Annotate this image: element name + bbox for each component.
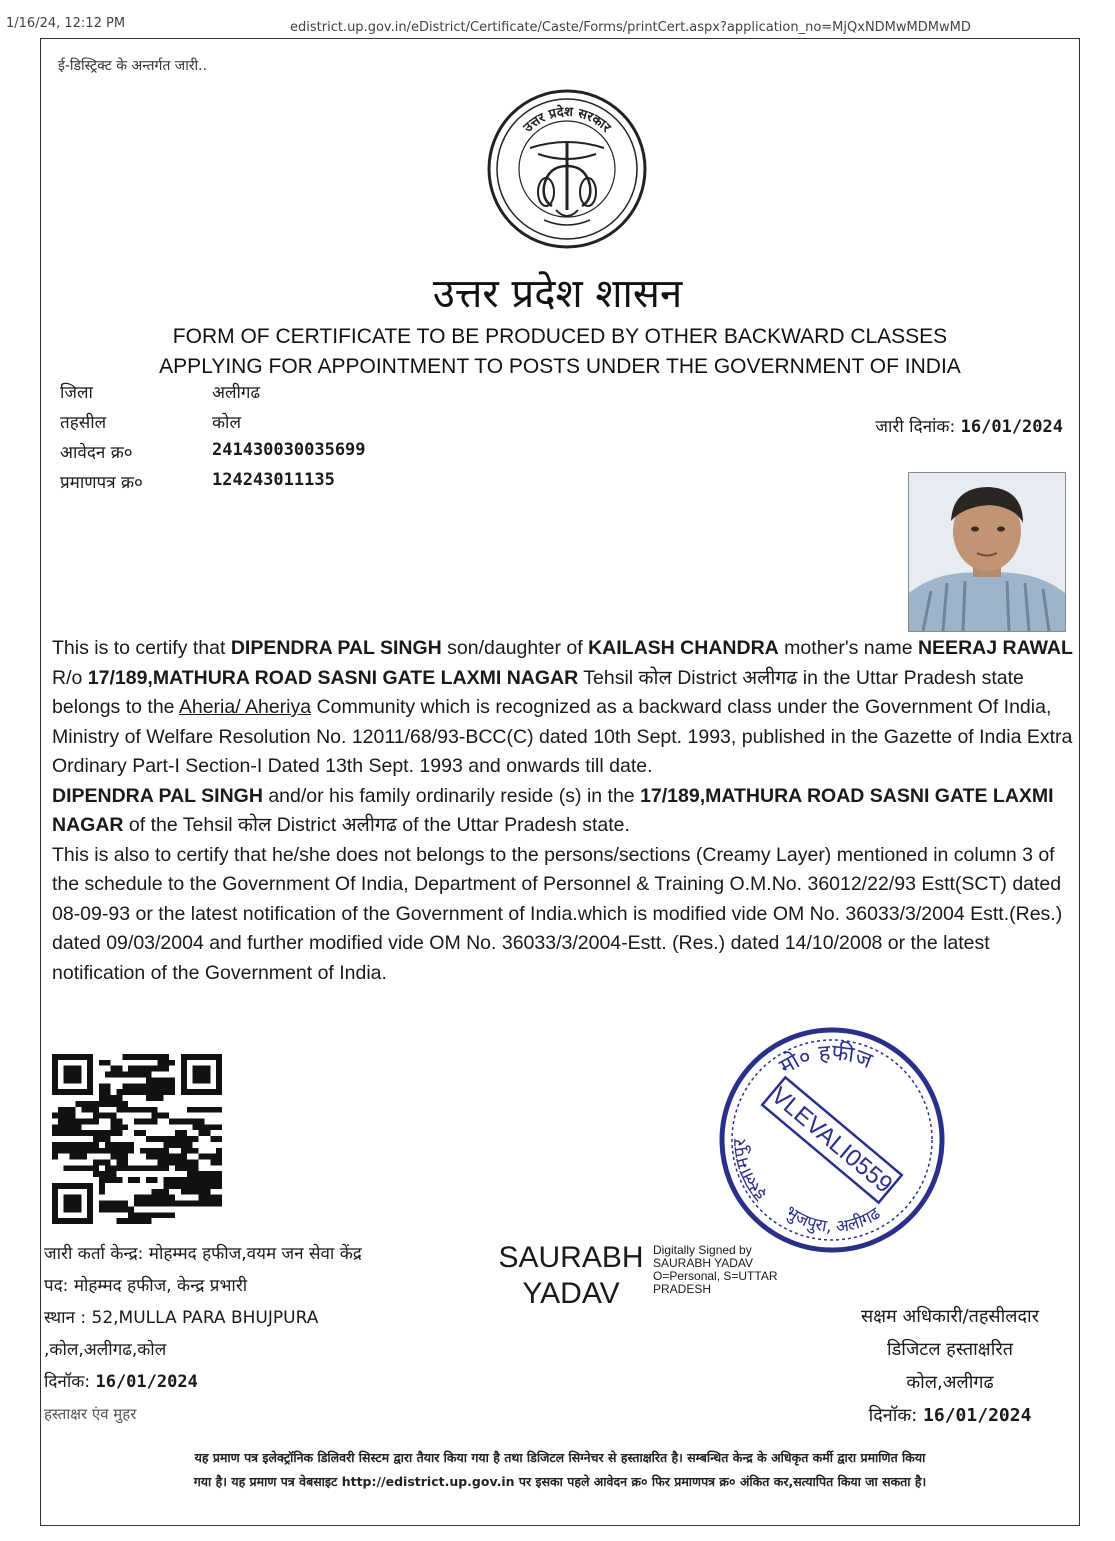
applicant-name: DIPENDRA PAL SINGH [230, 637, 442, 659]
footer-line2: गया है। यह प्रमाण पत्र वेबसाइट http://edistrict.up.gov.in पर इसका पहले आवेदन क्र० फिर प्रमाणपत्र क्र० अंकित कर,सत्यापित किया जा सकता है। [193, 1474, 927, 1489]
issuer-date-label: दिनॉक: [44, 1372, 96, 1392]
digital-signer-name [486, 1240, 656, 1312]
issuer-post: पद: मोहम्मद हफीज, केन्द्र प्रभारी [44, 1276, 248, 1296]
form-title-line1: FORM OF CERTIFICATE TO BE PRODUCED BY OTHER BACKWARD CLASSES [172, 325, 948, 348]
stamp-bottom-text: भुजपुरा, अलीगढ [781, 1202, 885, 1238]
applicant-name: DIPENDRA PAL SINGH [52, 784, 263, 807]
issue-date [875, 414, 1063, 437]
print-datetime: 1/16/24, 12:12 PM [6, 16, 126, 31]
tehsil-name: कोल [238, 814, 272, 836]
district-name: अलीगढ [341, 814, 397, 836]
body-text-segment: in the Uttar Pradesh state belongs to the [52, 666, 1024, 718]
browser-print-header [0, 10, 1115, 35]
issuer-date-value: 16/01/2024 [95, 1372, 198, 1392]
issue-date-value: 16/01/2024 [960, 417, 1063, 437]
body-text-segment: Tehsil [578, 666, 639, 689]
issuer-place-line2: ,कोल,अलीगढ,कोल [44, 1340, 167, 1360]
tehsil-name: कोल [638, 666, 672, 689]
body-text-segment: of the Uttar Pradesh state. [396, 814, 630, 836]
body-text-segment: Community which is recognized as a backward class under the Government Of India, Ministry of Welfare Resolution No. 12011/68/93-BCC(C) dated 10th Sept. 1993, published in the Gazette of India Extra Ordinary Part-I Section-I Dated 13th Sept. 1993 and onwards till date. [52, 696, 1073, 777]
father-name: KAILASH CHANDRA [588, 637, 779, 659]
up-government-emblem-icon [486, 88, 648, 250]
certificate-body [52, 634, 1074, 988]
authority-place: कोल,अलीगढ [906, 1372, 994, 1393]
authority-digital-signed: डिजिटल हस्ताक्षरित [887, 1339, 1013, 1360]
signature-note-line: Digitally Signed by [653, 1243, 752, 1257]
print-url: edistrict.up.gov.in/eDistrict/Certificate/Caste/Forms/printCert.aspx?application_no=MjQxNDMwMDMwMD [290, 20, 971, 35]
government-title: उत्तर प्रदेश शासन [432, 271, 683, 317]
issuer-place: स्थान : 52,MULLA PARA BHUJPURA [44, 1308, 319, 1328]
issuer-date [44, 1366, 362, 1398]
competent-authority-block [800, 1300, 1100, 1432]
body-text-segment: R/o [52, 666, 88, 689]
application-label: आवेदन क्र० [60, 443, 133, 463]
residence-address: 17/189,MATHURA ROAD SASNI GATE LAXMI NAGAR [52, 784, 1054, 836]
form-title [60, 322, 1060, 382]
body-text-segment: son/daughter of [441, 637, 589, 659]
body-text-segment: and/or his family ordinarily reside (s) in the [262, 784, 641, 807]
verification-footer-note [52, 1446, 1068, 1494]
body-text-segment: of the Tehsil [123, 814, 239, 836]
district-name: अलीगढ [742, 666, 798, 689]
stamp-left-text: इस्लामपुर [729, 1138, 771, 1205]
verification-qr-code [52, 1054, 222, 1224]
certificate-label: प्रमाणपत्र क्र० [60, 473, 143, 493]
issue-date-label: जारी दिनांक: [875, 417, 956, 437]
tehsil-value: कोल [212, 413, 241, 433]
residence-paragraph [52, 782, 1074, 841]
authority-date-value: 16/01/2024 [923, 1405, 1032, 1426]
sign-and-seal-label: हस्ताक्षर एंव मुहर [44, 1405, 137, 1423]
certificate-number: 124243011135 [212, 470, 335, 490]
signature-note-line: PRADESH [653, 1282, 712, 1296]
signature-note-line: SAURABH YADAV [653, 1256, 754, 1270]
signature-note-line: O=Personal, S=UTTAR [653, 1269, 778, 1283]
body-text-segment: District [671, 666, 743, 689]
applicant-photo [908, 472, 1066, 632]
tehsil-label: तहसील [60, 413, 107, 433]
authority-date-label: दिनॉक: [868, 1405, 924, 1426]
emblem-arc-text: उत्तर प्रदेश सरकार [520, 104, 614, 136]
signer-first-name: SAURABH [498, 1241, 644, 1274]
issuing-centre: जारी कर्ता केन्द्र: मोहम्मद हफीज,वयम जन सेवा केंद्र [44, 1244, 362, 1264]
stamp-code: VLEVALI0559 [765, 1082, 898, 1199]
issued-under-label: ई-डिस्ट्रिक्ट के अन्तर्गत जारी.. [58, 58, 208, 74]
creamy-layer-paragraph: This is also to certify that he/she does not belongs to the persons/sections (Creamy Layer) mentioned in column 3 of the schedule to the Government Of India, Department of Personnel & Training O.M.No. 36012/22/93 Estt(SCT) dated 08-09-93 or the latest notification of the Government of India.which is modified vide OM No. 36033/3/2004 Estt.(Res.) dated 09/03/2004 and further modified vide OM No. 36033/3/2004-Estt. (Res.) dated 14/10/2008 or the latest notification of the Government of India. [52, 843, 1063, 984]
district-label: जिला [60, 383, 93, 403]
svg-text:उत्तर प्रदेश सरकार [520, 104, 614, 136]
csc-seal-stamp [716, 1024, 948, 1256]
applicant-address: 17/189,MATHURA ROAD SASNI GATE LAXMI NAGAR [87, 666, 579, 689]
body-text-segment: District [271, 814, 342, 836]
issuing-centre-block [44, 1238, 362, 1430]
authority-date [800, 1399, 1100, 1432]
svg-text:मो० हफीज [775, 1039, 876, 1080]
district-value: अलीगढ [212, 383, 261, 403]
body-text-segment: This is to certify that [52, 637, 231, 659]
form-title-line2: APPLYING FOR APPOINTMENT TO POSTS UNDER THE GOVERNMENT OF INDIA [159, 355, 961, 378]
application-number: 241430030035699 [212, 440, 366, 460]
certification-paragraph [52, 634, 1074, 782]
stamp-top-text: मो० हफीज [775, 1040, 876, 1080]
community-name: Aheria/ Aheriya [178, 696, 312, 718]
signer-last-name: YADAV [522, 1277, 620, 1310]
authority-title: सक्षम अधिकारी/तहसीलदार [860, 1306, 1040, 1327]
mother-name: NEERAJ RAWAL [917, 637, 1073, 659]
svg-text:भुजपुरा, अलीगढ [781, 1202, 884, 1237]
footer-line1: यह प्रमाण पत्र इलेक्ट्रॉनिक डिलिवरी सिस्टम द्वारा तैयार किया गया है तथा डिजिटल सिग्नेचर से हस्ताक्षरित है। सम्बन्धित केन्द्र के अधिकृत कर्मी द्वारा प्रमाणित किया [194, 1450, 926, 1465]
body-text-segment: mother's name [778, 637, 918, 659]
